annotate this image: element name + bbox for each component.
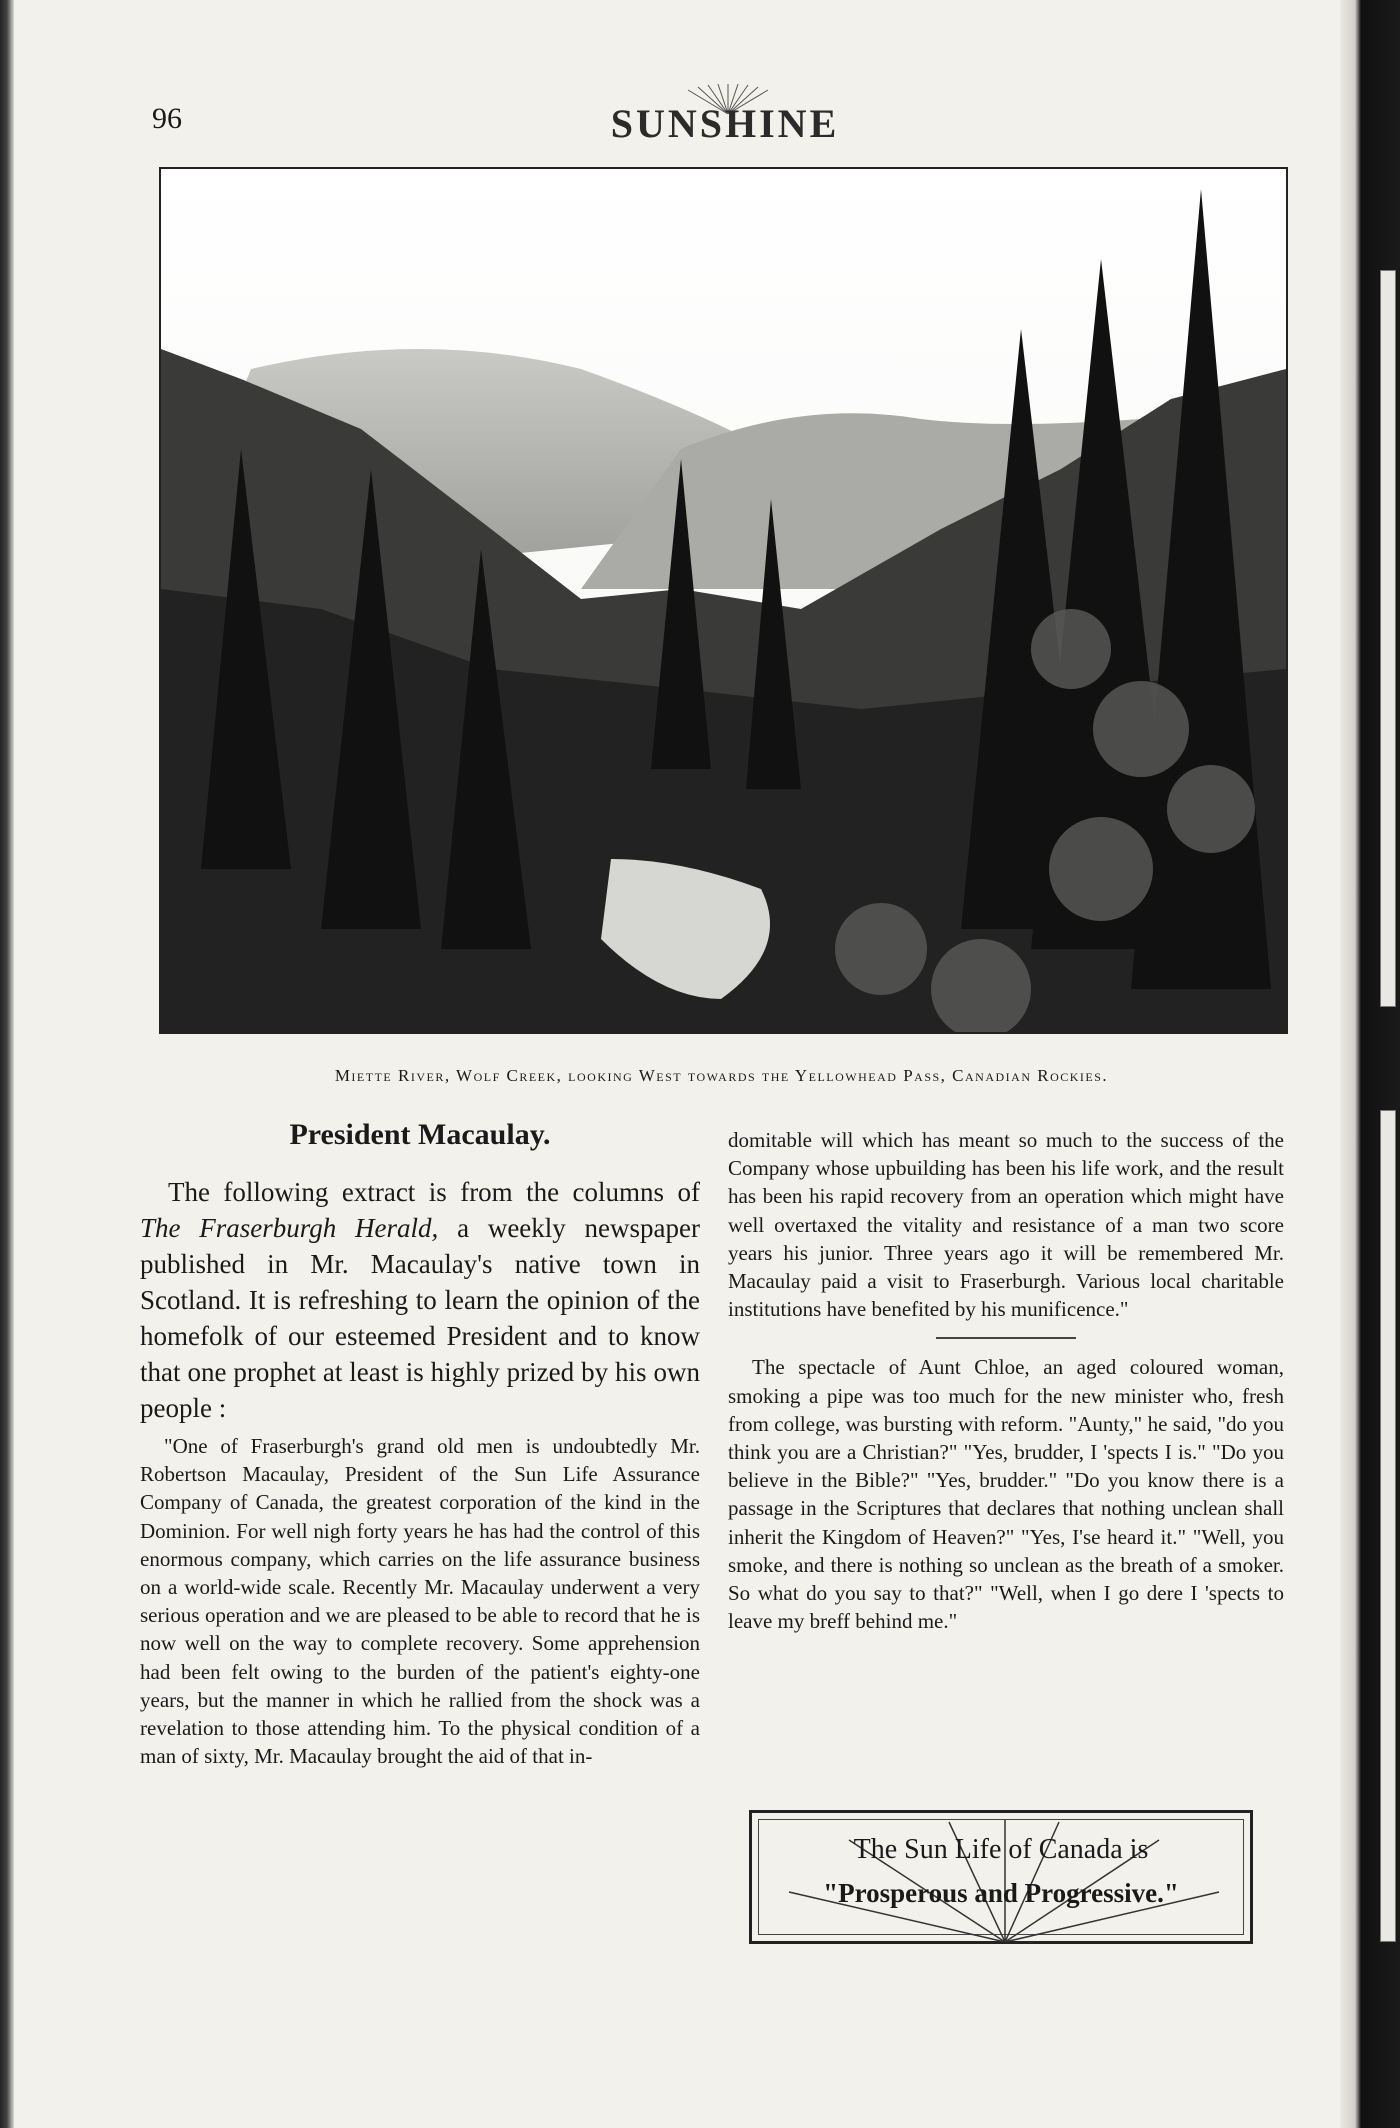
scan-right-edge bbox=[1340, 0, 1400, 2128]
article-left-column bbox=[140, 1118, 700, 1770]
advert-line-2: "Prosperous and Progressive." bbox=[823, 1878, 1179, 1908]
article-title: President Macaulay. bbox=[289, 1118, 551, 1151]
advert-inner-frame bbox=[758, 1819, 1244, 1935]
article-quote-part2: domitable will which has meant so much to the success of the Company whose upbuilding has been his life work, and the result has been his rapid recovery from an operation which might have well overtaxed the vitality and resistance of a man two score years his junior. Three years ago it will be remembered Mr. Macaulay paid a visit to Fraserburgh. Various local charitable institutions have benefited by his munificence." bbox=[728, 1128, 1284, 1322]
article-intro bbox=[140, 1174, 700, 1426]
intro-text-end: a weekly newspaper published in Mr. Macaulay's native town in Scotland. It is refreshing to learn the opinion of the homefolk of our esteemed President and to know that one prophet at least is highly prized by his own people : bbox=[140, 1213, 701, 1423]
article-right-column bbox=[728, 1126, 1284, 1635]
newspaper-title: The Fraserburgh Herald, bbox=[140, 1213, 439, 1243]
article-quote-part1: "One of Fraserburgh's grand old men is undoubtedly Mr. Robertson Macaulay, President of the Sun Life Assurance Company of Canada, the greatest corporation of the kind in the Dominion. For well nigh forty years he has had the control of this enormous company, which carries on the life assurance business on a world-wide scale. Recently Mr. Macaulay underwent a very serious operation and we are pleased to be able to record that he is now well on the way to complete recovery. Some apprehension had been felt owing to the burden of the patient's eighty-one years, but the manner in which he rallied from the shock was a revelation to those attending him. To the physical condition of a man of sixty, Mr. Macaulay brought the aid of that in- bbox=[140, 1434, 700, 1769]
masthead-title: SUNSHINE bbox=[610, 101, 840, 146]
photo-caption: Miette River, Wolf Creek, looking West towards the Yellowhead Pass, Canadian Rockies. bbox=[334, 1066, 1109, 1085]
anecdote-text: The spectacle of Aunt Chloe, an aged coloured woman, smoking a pipe was too much for the new minister who, fresh from college, was bursting with reform. "Aunty," he said, "do you think you are a Christian?" "Yes, brudder, I 'spects I is." "Do you believe in the Bible?" "Yes, brudder." "Do you know there is a passage in the Scriptures that declares that nothing unclean shall inherit the Kingdom of Heaven?" "Yes, I'se heard it." "Well, you smoke, and there is nothing so unclean as the breath of a smoker. So what do you say to that?" "Well, when I go dere I 'spects to leave my breff behind me." bbox=[728, 1355, 1284, 1634]
adjacent-page-strip bbox=[1380, 1110, 1396, 1942]
advert-box bbox=[749, 1810, 1253, 1944]
adjacent-page-strip bbox=[1380, 270, 1396, 1007]
page-number: 96 bbox=[152, 102, 182, 135]
intro-text-start: The following extract is from the columns of bbox=[168, 1177, 700, 1207]
advert-line-1: The Sun Life of Canada is bbox=[853, 1834, 1149, 1865]
landscape-photo bbox=[159, 167, 1288, 1034]
section-divider bbox=[936, 1337, 1076, 1339]
scan-left-edge bbox=[0, 0, 14, 2128]
